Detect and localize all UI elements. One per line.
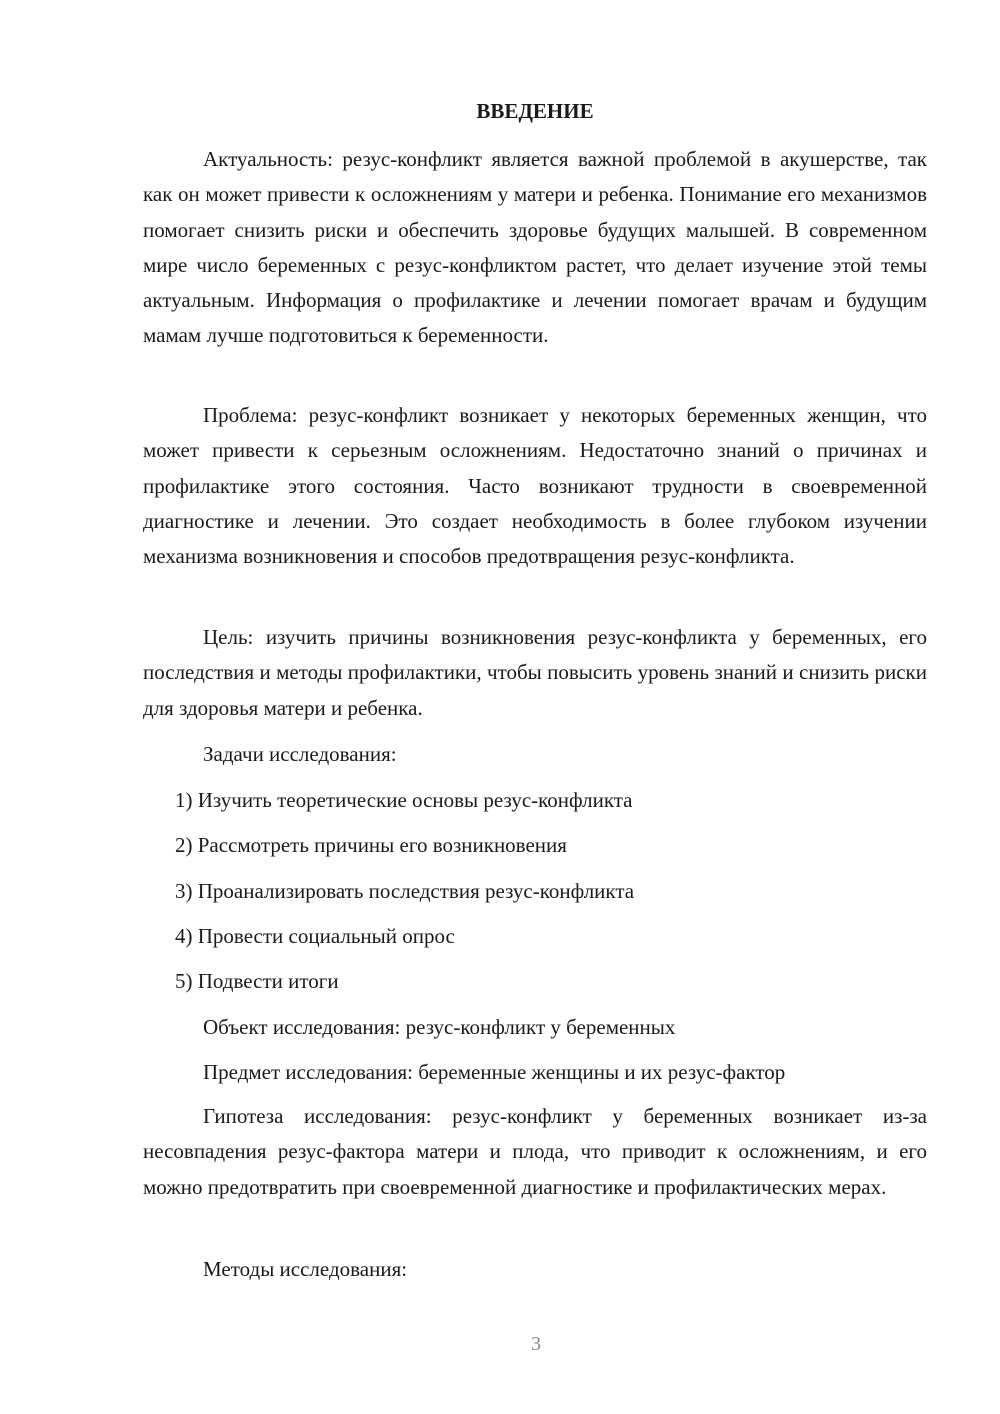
page-number: 3: [531, 1333, 541, 1355]
relevance-paragraph: Актуальность: резус-конфликт является важной проблемой в акушерстве, так как он может привести к осложнениям у матери и ребенка. Понимание его механизмов помогает снизить риски и обеспечить здоровье будущих малышей. В современном мире число беременных с резус-конфликтом растет, что делает изучение этой темы актуальным. Информация о профилактике и лечении помогает врачам и будущим мамам лучше подготовиться к беременности.: [143, 147, 927, 348]
goal-paragraph: Цель: изучить причины возникновения резус-конфликта у беременных, его последствия и методы профилактики, чтобы повысить уровень знаний и снизить риски для здоровья матери и ребенка.: [143, 625, 927, 720]
task-item: 1) Изучить теоретические основы резус-конфликта: [175, 788, 633, 812]
subject-line: Предмет исследования: беременные женщины и их резус-фактор: [203, 1060, 786, 1084]
task-item: 4) Провести социальный опрос: [175, 924, 455, 948]
task-item: 5) Подвести итоги: [175, 969, 339, 993]
section-heading: ВВЕДЕНИЕ: [476, 99, 594, 123]
hypothesis-paragraph: Гипотеза исследования: резус-конфликт у беременных возникает из-за несовпадения резус-фактора матери и плода, что приводит к осложнениям, и его можно предотвратить при своевременной диагностике и профилактических мерах.: [143, 1104, 927, 1199]
tasks-heading: Задачи исследования:: [203, 742, 397, 766]
problem-paragraph: Проблема: резус-конфликт возникает у некоторых беременных женщин, что может привести к серьезным осложнениям. Недостаточно знаний о причинах и профилактике этого состояния. Часто возникают трудности в своевременной диагностике и лечении. Это создает необходимость в более глубоком изучении механизма возникновения и способов предотвращения резус-конфликта.: [143, 403, 927, 569]
methods-heading: Методы исследования:: [203, 1257, 408, 1281]
task-item: 2) Рассмотреть причины его возникновения: [175, 833, 567, 857]
task-item: 3) Проанализировать последствия резус-конфликта: [175, 879, 635, 903]
object-line: Объект исследования: резус-конфликт у беременных: [203, 1015, 676, 1039]
